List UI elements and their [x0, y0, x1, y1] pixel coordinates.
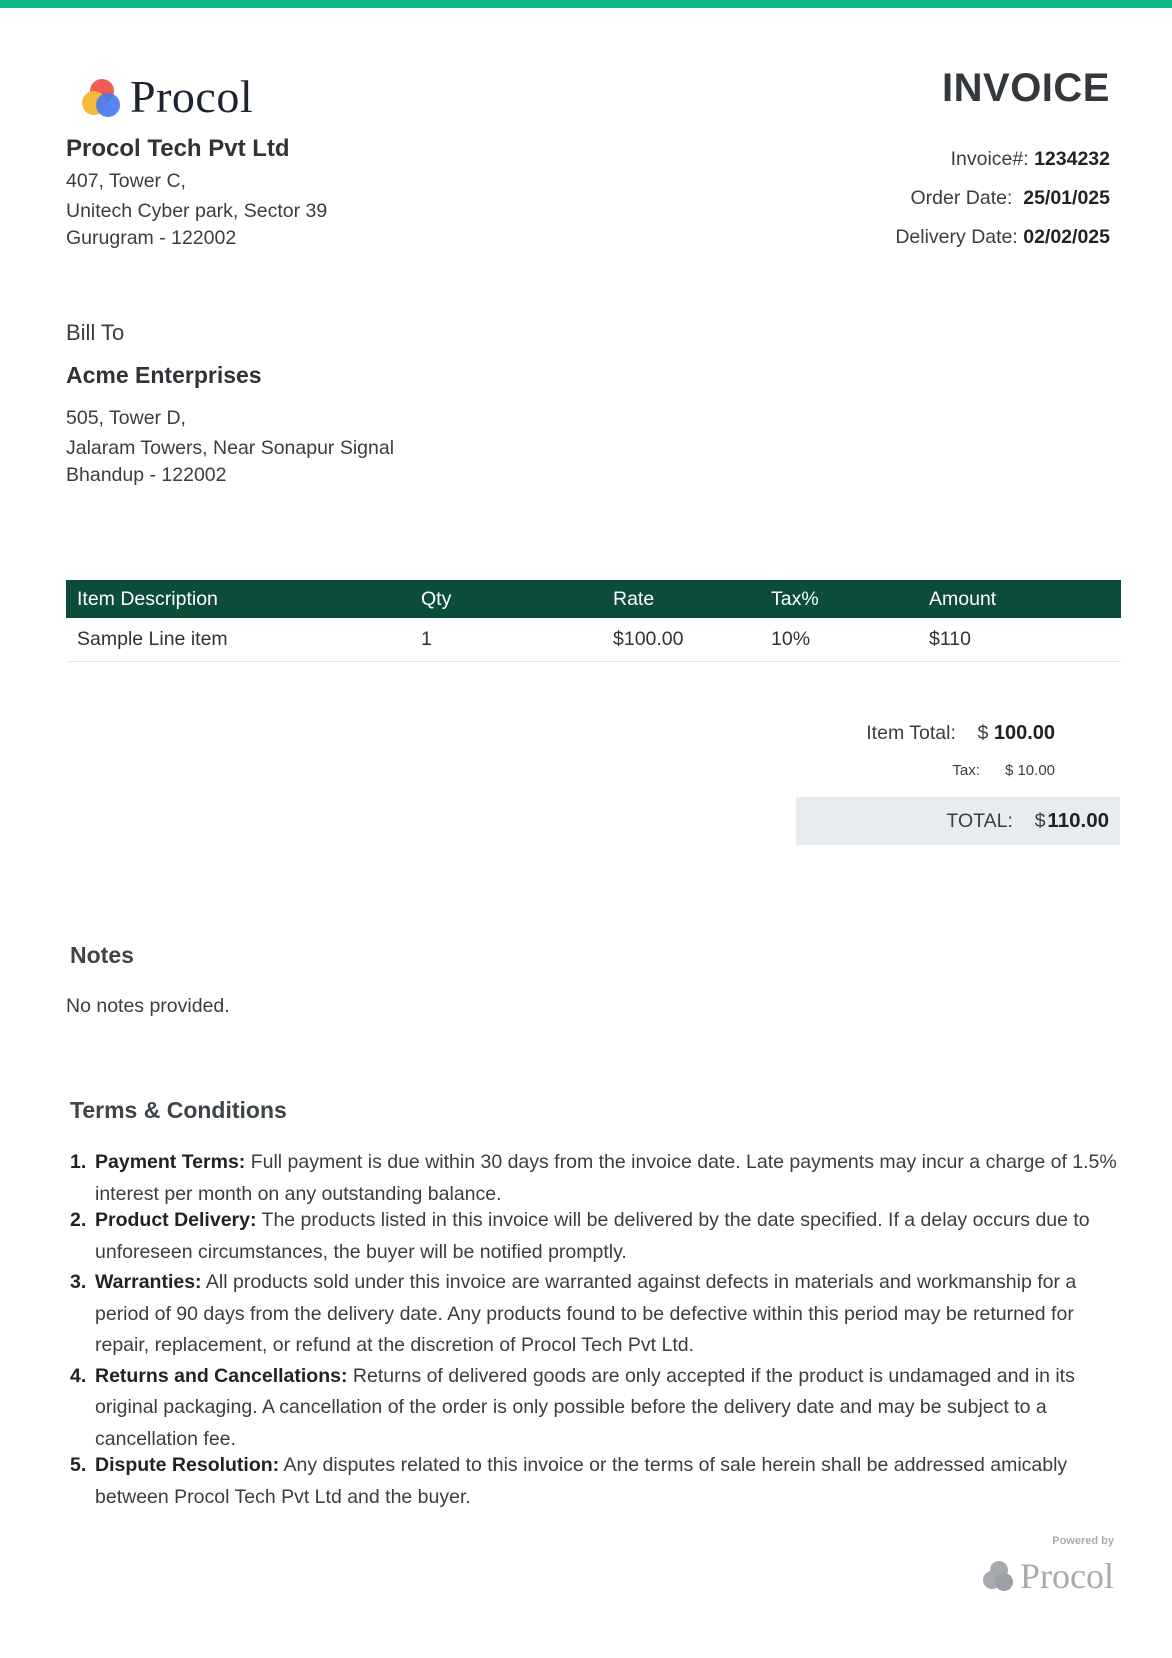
term-text: All products sold under this invoice are warranted against defects in materials and workmanship for a period of 90 days from the delivery date. Any products found to be defective within this period may be returned for repair, replacement, or refund at the discretion of Procol Tech Pvt Ltd.	[95, 1271, 1077, 1356]
client-address-line: Bhandup - 122002	[66, 464, 227, 486]
cell-qty: 1	[421, 628, 432, 650]
term-text: The products listed in this invoice will be delivered by the date specified. If a delay occurs due to unforeseen circumstances, the buyer will be notified promptly.	[95, 1209, 1090, 1263]
list-item	[70, 1205, 1120, 1268]
table-header	[66, 580, 1121, 618]
invoice-number-row	[951, 148, 1110, 171]
term-number: 1.	[70, 1151, 87, 1173]
client-name: Acme Enterprises	[66, 362, 262, 388]
company-address-line: Gurugram - 122002	[66, 227, 237, 249]
list-item	[70, 1361, 1120, 1456]
brand-logo	[80, 70, 253, 123]
line-items-table	[66, 580, 1121, 662]
invoice-number-label: Invoice#:	[950, 148, 1029, 170]
bill-to-label: Bill To	[66, 320, 125, 345]
term-number: 5.	[70, 1454, 87, 1476]
order-date-label: Order Date:	[910, 187, 1013, 209]
total-value: 110.00	[1047, 809, 1109, 832]
company-address-line: 407, Tower C,	[66, 170, 186, 192]
brand-name: Procol	[130, 71, 254, 122]
term-number: 4.	[70, 1364, 87, 1387]
delivery-date-label: Delivery Date:	[895, 226, 1018, 248]
terms-title: Terms & Conditions	[70, 1097, 287, 1123]
top-accent-bar	[0, 0, 1172, 8]
procol-footer-logo-icon	[982, 1559, 1016, 1593]
grand-total-box	[796, 797, 1120, 845]
header-rate: Rate	[613, 587, 655, 610]
footer-logo	[982, 1555, 1114, 1597]
header-amount: Amount	[929, 587, 997, 610]
term-heading: Payment Terms:	[95, 1151, 246, 1173]
item-total-currency: $	[977, 722, 989, 744]
term-heading: Product Delivery:	[95, 1209, 257, 1231]
item-total-row	[866, 722, 1055, 745]
order-date-row	[911, 187, 1110, 210]
item-total-value: 100.00	[993, 722, 1055, 744]
term-heading: Warranties:	[95, 1271, 202, 1293]
procol-logo-icon	[80, 75, 124, 119]
cell-rate: $100.00	[613, 628, 684, 650]
term-text: Returns of delivered goods are only accepted if the product is undamaged and in its original packaging. A cancellation of the order is only possible before the delivery date and may be subject to a cancellation fee.	[95, 1364, 1075, 1450]
footer-brand-name: Procol	[1020, 1556, 1114, 1596]
term-number: 3.	[70, 1271, 87, 1293]
header-tax: Tax%	[771, 587, 819, 610]
cell-tax: 10%	[771, 628, 811, 650]
notes-title: Notes	[70, 942, 134, 968]
term-text: Full payment is due within 30 days from the invoice date. Late payments may incur a charge of 1.5% interest per month on any outstanding balance.	[95, 1151, 1117, 1205]
company-address-line: Unitech Cyber park, Sector 39	[66, 200, 328, 222]
term-text: Any disputes related to this invoice or the terms of sale herein shall be addressed amicably between Procol Tech Pvt Ltd and the buyer.	[95, 1454, 1068, 1508]
delivery-date-row	[895, 226, 1110, 249]
tax-row	[952, 762, 1055, 779]
header-qty: Qty	[421, 587, 452, 610]
total-label: TOTAL:	[946, 809, 1013, 832]
list-item	[70, 1267, 1120, 1362]
term-number: 2.	[70, 1209, 87, 1231]
terms-list	[70, 1147, 1120, 1513]
term-heading: Dispute Resolution:	[95, 1454, 280, 1476]
total-currency: $	[1034, 809, 1046, 832]
term-heading: Returns and Cancellations:	[95, 1364, 348, 1387]
item-total-label: Item Total:	[866, 722, 956, 744]
header-item-description: Item Description	[77, 587, 218, 610]
cell-amount: $110	[929, 628, 971, 650]
cell-description: Sample Line item	[77, 628, 228, 650]
company-name: Procol Tech Pvt Ltd	[66, 135, 290, 162]
invoice-title: INVOICE	[942, 66, 1110, 110]
powered-by-label: Powered by	[1052, 1535, 1114, 1547]
table-row	[66, 618, 1121, 662]
client-address-line: 505, Tower D,	[66, 407, 186, 429]
notes-text: No notes provided.	[66, 995, 230, 1017]
tax-label: Tax:	[952, 762, 980, 779]
client-address-line: Jalaram Towers, Near Sonapur Signal	[66, 437, 395, 459]
invoice-number: 1234232	[1034, 148, 1110, 170]
order-date: 25/01/025	[1023, 187, 1110, 209]
list-item	[70, 1147, 1120, 1210]
tax-value: $ 10.00	[1004, 762, 1055, 779]
delivery-date: 02/02/025	[1023, 226, 1110, 248]
list-item	[70, 1450, 1120, 1513]
